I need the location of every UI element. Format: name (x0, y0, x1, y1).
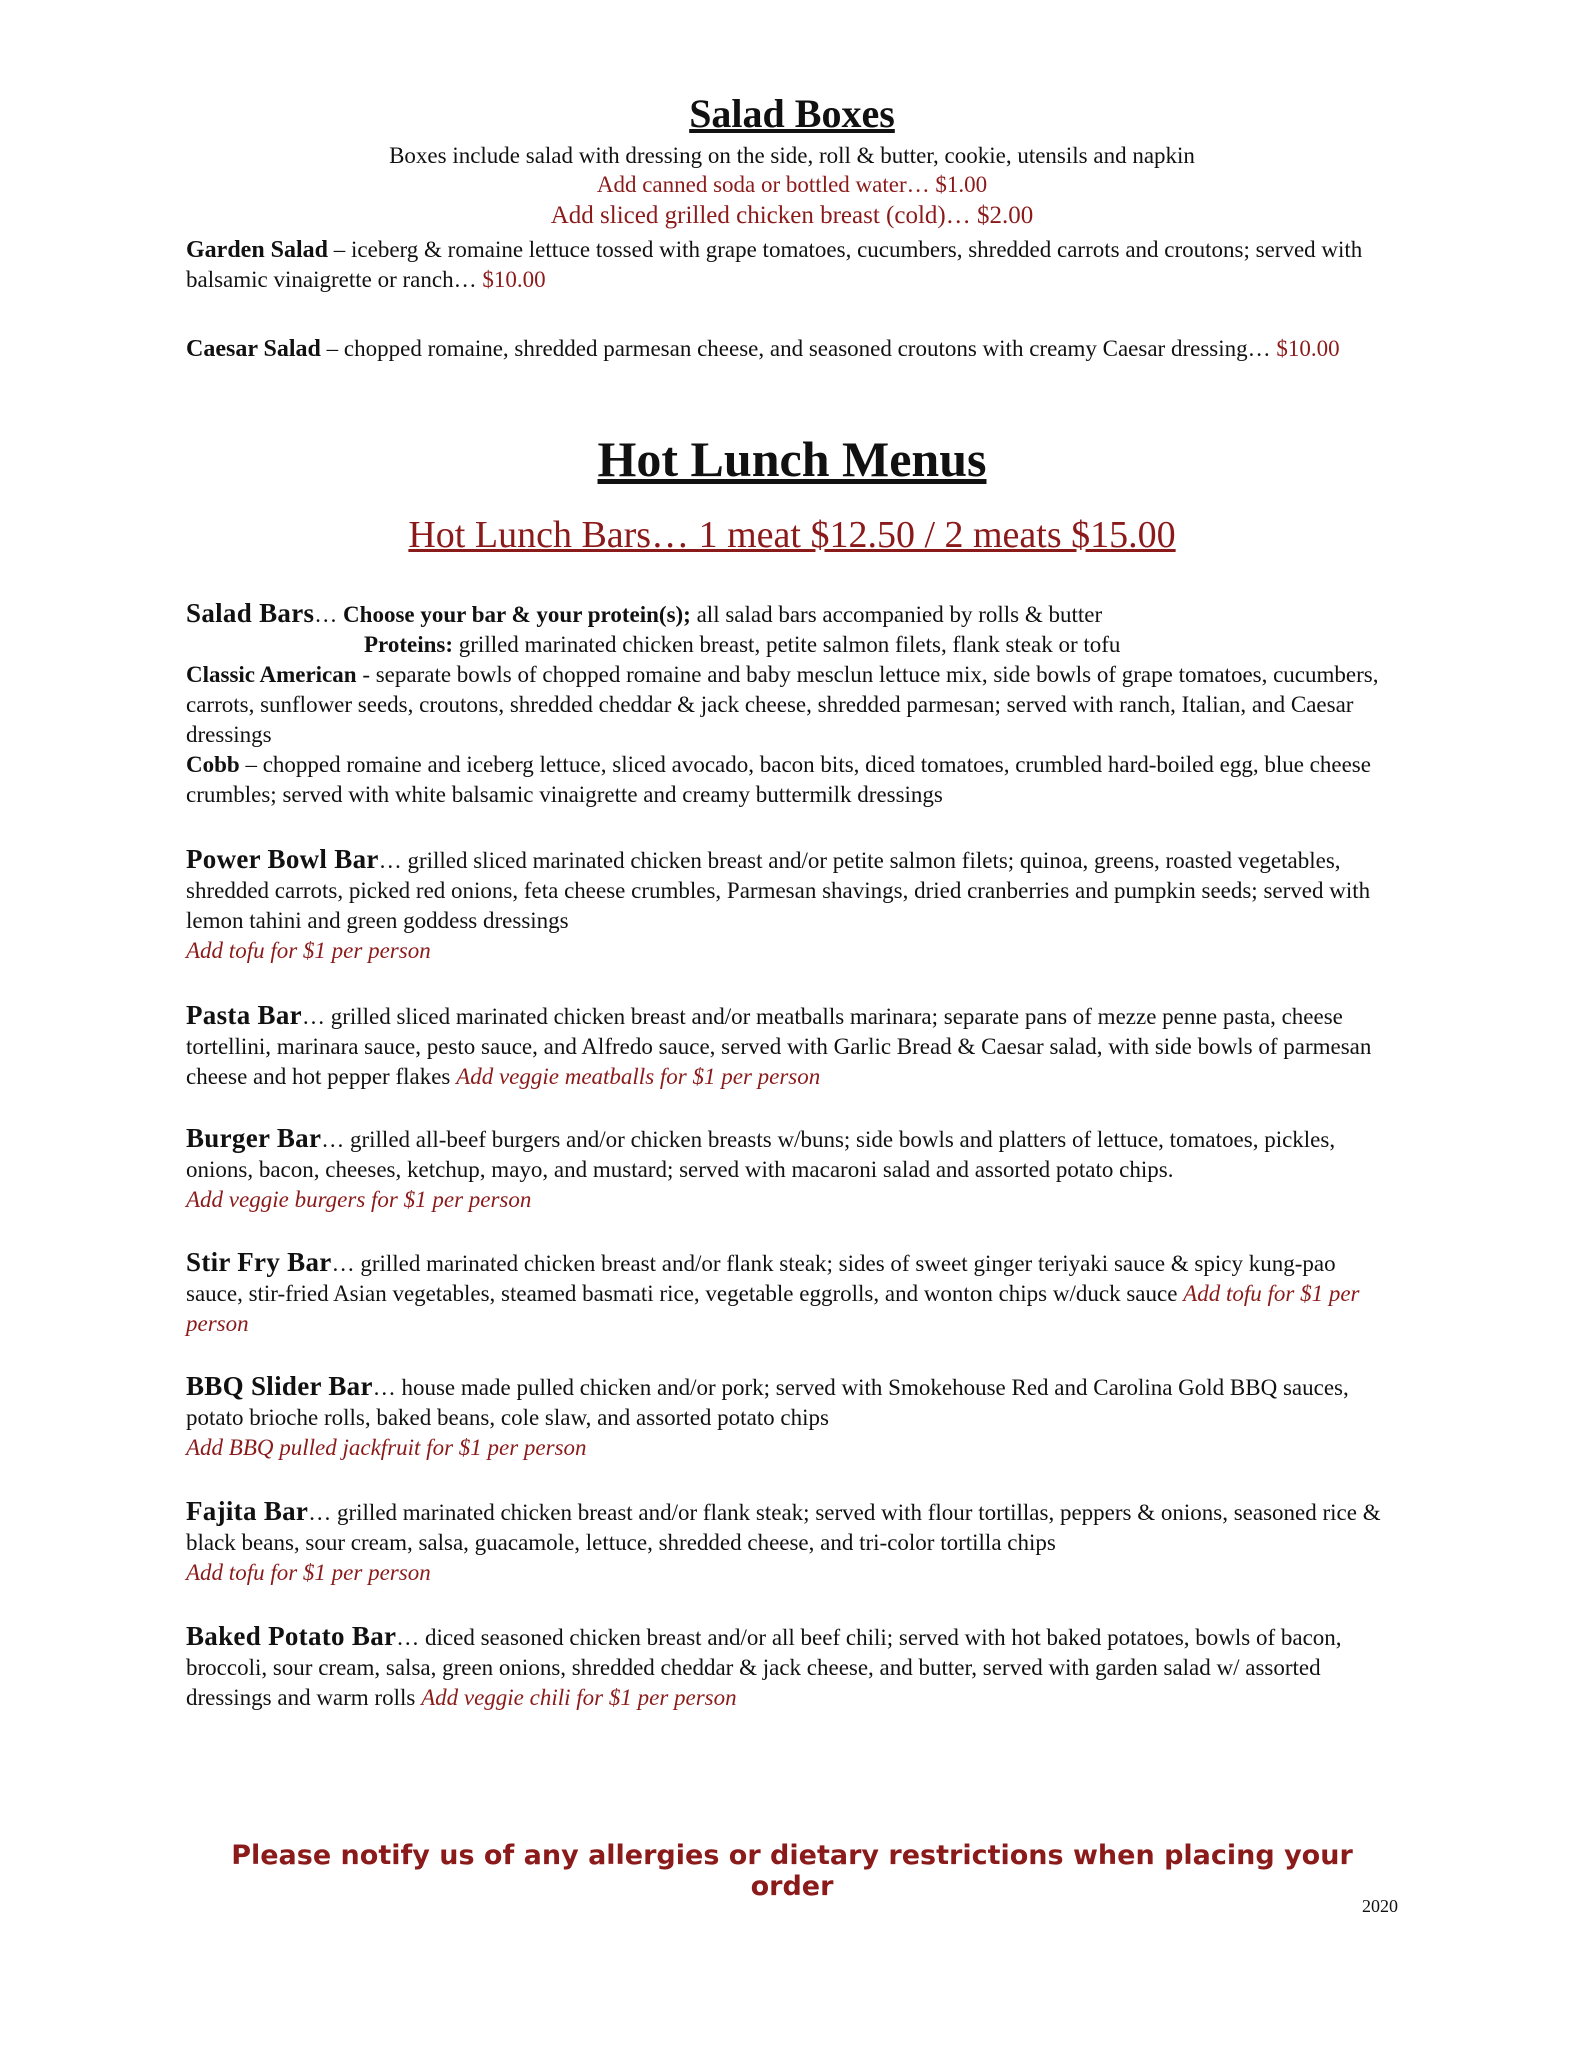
proteins-text: grilled marinated chicken breast, petite salmon filets, flank steak or tofu (453, 632, 1121, 657)
item-description: … house made pulled chicken and/or pork; served with Smokehouse Red and Carolina Gold BBQ sauces, potato brioche rolls, baked beans, cole slaw, and assorted potato chips (186, 1375, 1349, 1430)
salad-boxes-addon-chicken: Add sliced grilled chicken breast (cold)… $2.00 (550, 202, 1034, 229)
item-description: – iceberg & romaine lettuce tossed with grape tomatoes, cucumbers, shredded carrots and croutons; served with balsamic vinaigrette or ranch… (186, 237, 1363, 292)
allergy-notice: Please notify us of any allergies or dietary restrictions when placing your order (231, 1840, 1353, 1902)
salad-boxes-heading: Salad Boxes (689, 91, 895, 136)
accompaniment-text: all salad bars accompanied by rolls & butter (690, 602, 1103, 627)
item-name: Pasta Bar (186, 1000, 302, 1030)
item-name: Burger Bar (186, 1123, 322, 1153)
item-description: … grilled sliced marinated chicken breast and/or petite salmon filets; quinoa, greens, roasted vegetables, shredded carrots, picked red onions, feta cheese crumbles, Parmesan shavings, dried cranberries and pumpkin seeds; served with lemon tahini and green goddess dressings (186, 848, 1371, 933)
cobb-label: Cobb (186, 752, 240, 777)
item-name: Fajita Bar (186, 1496, 309, 1526)
item-addon: Add veggie meatballs for $1 per person (456, 1064, 821, 1089)
menu-item-stir-fry-bar (186, 1247, 1398, 1339)
salad-bars-line (186, 598, 1398, 630)
item-description: … grilled all-beef burgers and/or chicken breasts w/buns; side bowls and platters of lettuce, tomatoes, pickles, onions, bacon, cheeses, ketchup, mayo, and mustard; served with macaroni salad and assorted potato chips. (186, 1127, 1336, 1182)
menu-item-fajita-bar (186, 1496, 1398, 1588)
classic-american-label: Classic American (186, 662, 357, 687)
item-description: … grilled sliced marinated chicken breast and/or meatballs marinara; separate pans of mezze penne pasta, cheese tortellini, marinara sauce, pesto sauce, and Alfredo sauce, served with Garlic Bread & Caesar salad, with side bowls of parmesan cheese and hot pepper flakes (186, 1004, 1372, 1089)
item-description: … grilled marinated chicken breast and/or flank steak; served with flour tortillas, peppers & onions, seasoned rice & black beans, sour cream, salsa, guacamole, lettuce, shredded cheese, and tri-color tortilla chips (186, 1500, 1381, 1555)
item-description: – chopped romaine, shredded parmesan cheese, and seasoned croutons with creamy Caesar dressing… (320, 336, 1277, 361)
salad-boxes-addon-soda: Add canned soda or bottled water… $1.00 (596, 172, 988, 197)
item-addon: Add veggie burgers for $1 per person (186, 1187, 532, 1212)
salad-boxes-includes: Boxes include salad with dressing on the side, roll & butter, cookie, utensils and napkin (389, 143, 1195, 168)
proteins-line (186, 630, 1398, 660)
item-name: Stir Fry Bar (186, 1247, 332, 1277)
menu-page (186, 0, 1398, 2048)
item-name: Caesar Salad (186, 336, 321, 362)
cobb-line (186, 750, 1398, 810)
menu-item-pasta-bar (186, 1000, 1398, 1092)
hot-lunch-bars-heading: Hot Lunch Bars… 1 meat $12.50 / 2 meats $15.00 (408, 514, 1176, 556)
salad-bars-section (186, 598, 1398, 810)
cobb-text: – chopped romaine and iceberg lettuce, sliced avocado, bacon bits, diced tomatoes, crumbled hard-boiled egg, blue cheese crumbles; served with white balsamic vinaigrette and creamy buttermilk dressings (186, 752, 1371, 807)
item-description: … diced seasoned chicken breast and/or all beef chili; served with hot baked potatoes, bowls of bacon, broccoli, sour cream, salsa, green onions, shredded cheddar & jack cheese, and butter, served with garden salad w/ assorted dressings and warm rolls (186, 1625, 1342, 1710)
item-addon: Add tofu for $1 per person (186, 938, 431, 963)
item-price: $10.00 (1276, 336, 1340, 361)
menu-item-power-bowl-bar (186, 844, 1398, 966)
classic-american-text: - separate bowls of chopped romaine and baby mesclun lettuce mix, side bowls of grape tomatoes, cucumbers, carrots, sunflower seeds, croutons, shredded cheddar & jack cheese, shredded parmesan; served with ranch, Italian, and Caesar dressings (186, 662, 1379, 747)
item-name: Power Bowl Bar (186, 844, 379, 874)
menu-item-garden-salad (186, 235, 1398, 295)
item-name: Garden Salad (186, 237, 329, 263)
item-description: … grilled marinated chicken breast and/or flank steak; sides of sweet ginger teriyaki sauce & spicy kung-pao sauce, stir-fried Asian vegetables, steamed basmati rice, vegetable eggrolls, and wonton chips w/duck sauce (186, 1251, 1336, 1306)
menu-item-bbq-slider-bar (186, 1371, 1398, 1463)
menu-item-burger-bar (186, 1123, 1398, 1215)
item-name: Baked Potato Bar (186, 1621, 397, 1651)
classic-american-line (186, 660, 1398, 750)
proteins-label: Proteins: (364, 632, 454, 657)
item-addon: Add tofu for $1 per person (186, 1281, 1360, 1336)
menu-item-baked-potato-bar (186, 1621, 1398, 1713)
hot-lunch-heading: Hot Lunch Menus (597, 431, 987, 487)
menu-item-caesar-salad (186, 334, 1398, 364)
year-label: 2020 (1362, 1896, 1398, 1916)
item-name: Salad Bars (186, 598, 315, 628)
choose-bar-text: Choose your bar & your protein(s); (343, 602, 691, 627)
item-addon: Add BBQ pulled jackfruit for $1 per person (186, 1435, 587, 1460)
item-addon: Add veggie chili for $1 per person (421, 1685, 737, 1710)
item-price: $10.00 (482, 267, 546, 292)
item-name: BBQ Slider Bar (186, 1371, 373, 1401)
item-addon: Add tofu for $1 per person (186, 1560, 431, 1585)
ellipsis: … (314, 602, 344, 627)
